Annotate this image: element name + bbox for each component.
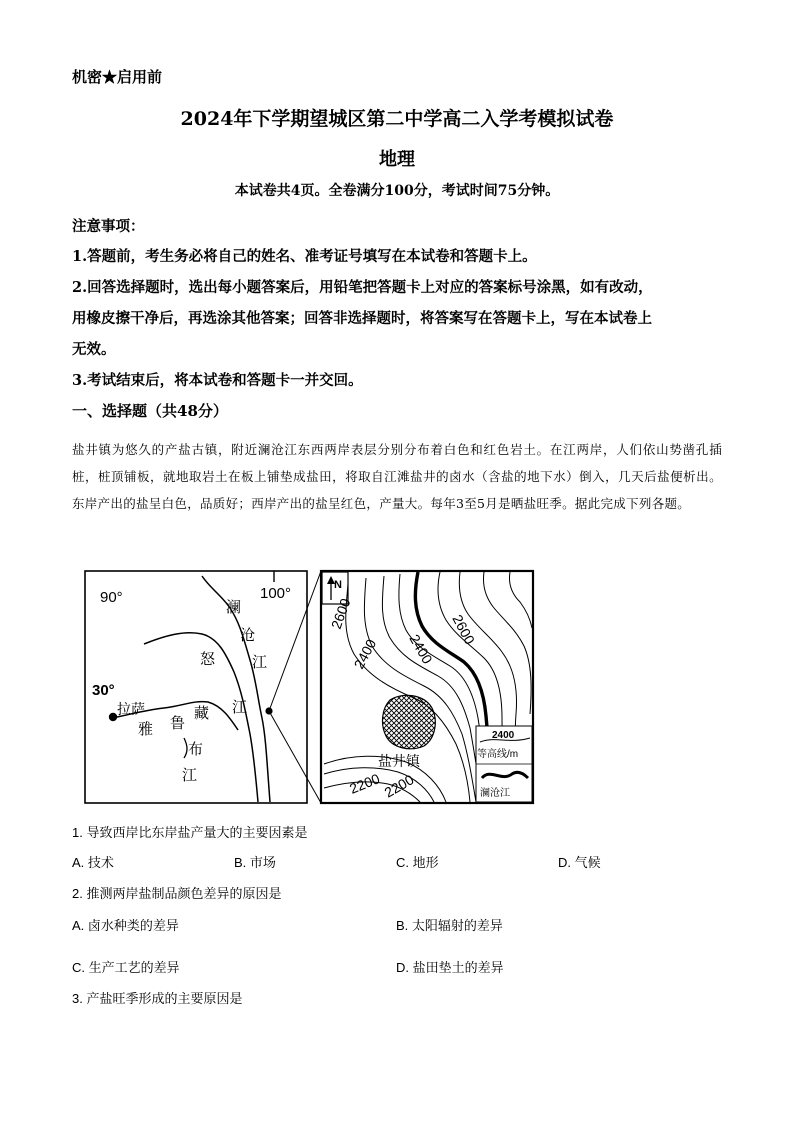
svg-text:鲁: 鲁 (170, 715, 186, 732)
legend-contour-label: 等高线/m (477, 749, 519, 760)
label-lon-100: 100° (260, 585, 292, 602)
subject-title: 地理 (379, 149, 415, 170)
contour-label: 2400 (350, 636, 380, 672)
reading-passage: 盐井镇为悠久的产盐古镇，附近澜沧江东西两岸表层分别分布着白色和红色岩土。在江两岸，人们依山势凿孔插桩，桩顶铺板，就地取岩土在板上铺垫成盐田，将取自江滩盐井的卤水（含盐的地下水）倒入，几天后盐便析出。东岸产出的盐呈白色，品质好；西岸产出的盐呈红色，产量大。每年3至5月是晒盐旺季。据此完成下列各题。 (72, 442, 722, 511)
notes-heading: 注意事项： (72, 218, 145, 235)
question-1-option-d[interactable]: D. 气候 (558, 855, 601, 870)
svg-text:澜: 澜 (226, 599, 242, 616)
question-1-option-a[interactable]: A. 技术 (72, 855, 114, 870)
contour-label: 2600 (449, 611, 479, 647)
label-lat-30: 30° (92, 682, 115, 699)
svg-text:雅: 雅 (138, 721, 154, 738)
svg-text:沧: 沧 (240, 627, 256, 644)
legend-contour-value: 2400 (492, 730, 515, 741)
contour-label: 2400 (406, 631, 436, 667)
svg-text:江: 江 (182, 767, 198, 784)
label-lasa: 拉萨 (117, 701, 145, 717)
note-2-line-3: 无效。 (72, 341, 116, 358)
svg-text:江: 江 (252, 654, 268, 671)
note-2-line-1: 2.回答选择题时，选出每小题答案后，用铅笔把答题卡上对应的答案标号涂黑，如有改动， (72, 279, 653, 296)
svg-text:怒: 怒 (200, 651, 216, 668)
svg-text:布: 布 (188, 741, 204, 758)
svg-text:藏: 藏 (194, 705, 210, 722)
section-heading: 一、选择题（共48分） (72, 402, 228, 420)
contour-label: 2200 (381, 771, 417, 801)
note-3: 3.考试结束后，将本试卷和答题卡一并交回。 (72, 372, 363, 389)
question-1-option-b[interactable]: B. 市场 (234, 855, 276, 870)
salt-field-area (383, 695, 436, 748)
contour-label: 2600 (327, 596, 354, 632)
note-1: 1.答题前，考生务必将自己的姓名、准考证号填写在本试卷和答题卡上。 (72, 248, 537, 265)
question-2-stem: 2. 推测两岸盐制品颜色差异的原因是 (72, 886, 282, 901)
svg-text:江: 江 (232, 699, 248, 716)
legend-river-label: 澜沧江 (480, 788, 510, 799)
confidential-mark: 机密★启用前 (72, 68, 163, 86)
contour-label: 2200 (347, 770, 383, 797)
question-3-stem: 3. 产盐旺季形成的主要原因是 (72, 991, 243, 1006)
question-2-option-a[interactable]: A. 卤水种类的差异 (72, 918, 179, 933)
question-2-option-c[interactable]: C. 生产工艺的差异 (72, 960, 180, 975)
question-2-option-b[interactable]: B. 太阳辐射的差异 (396, 918, 503, 933)
map-figure (84, 568, 536, 806)
note-2-line-2: 用橡皮擦干净后，再选涂其他答案；回答非选择题时，将答案写在答题卡上，写在本试卷上 (72, 310, 652, 327)
question-2-option-d[interactable]: D. 盐田垫土的差异 (396, 960, 504, 975)
exam-info: 本试卷共4页。全卷满分100分，考试时间75分钟。 (234, 183, 560, 199)
north-label: N (334, 579, 342, 591)
label-yanjing-town: 盐井镇 (378, 753, 420, 769)
label-lon-90: 90° (100, 589, 123, 606)
question-1-stem: 1. 导致西岸比东岸盐产量大的主要因素是 (72, 825, 308, 840)
lhasa-dot (109, 713, 117, 721)
question-1-option-c[interactable]: C. 地形 (396, 855, 439, 870)
exam-title: 2024年下学期望城区第二中学高二入学考模拟试卷 (180, 108, 614, 130)
